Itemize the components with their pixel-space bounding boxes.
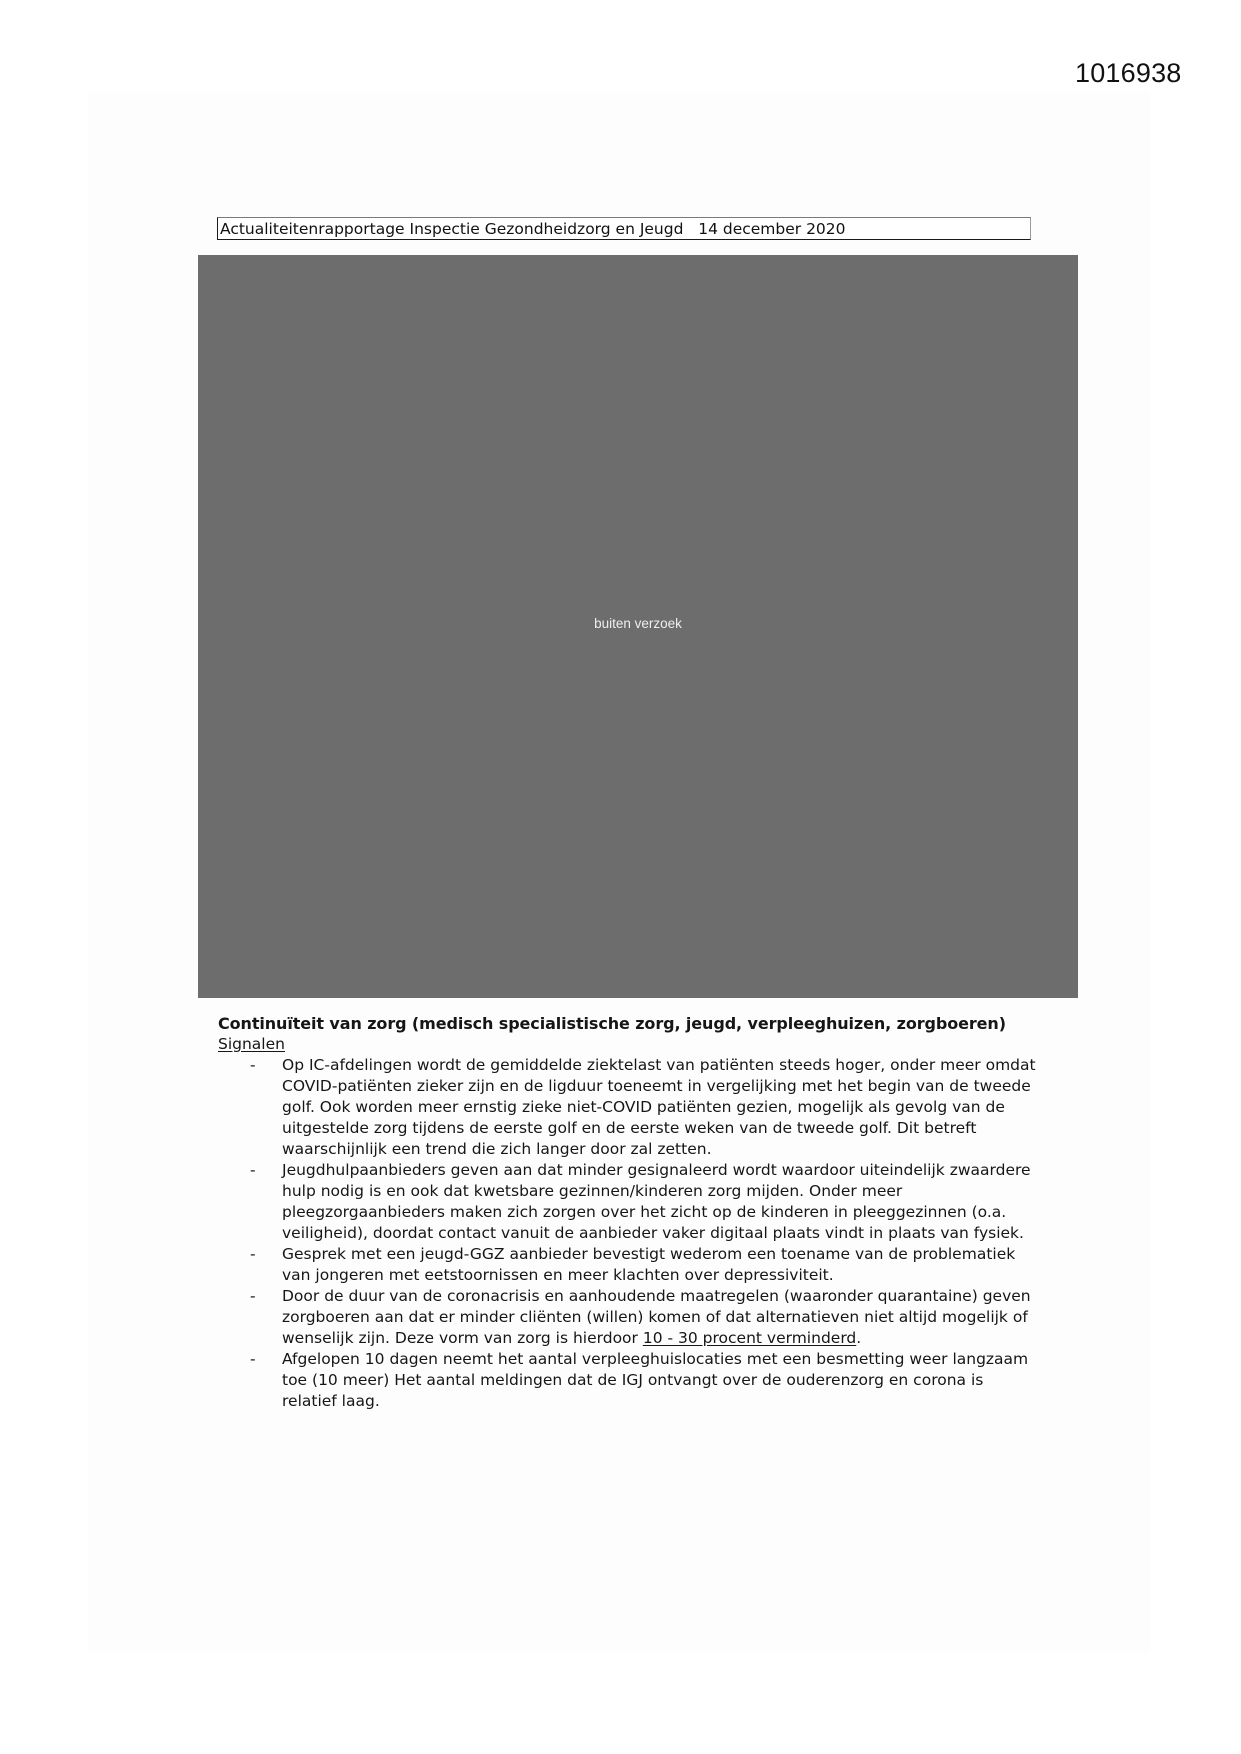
bullet-text: Jeugdhulpaanbieders geven aan dat minder gesignaleerd wordt waardoor uiteindelijk zwaardere hulp nodig is en ook dat kwetsbare gezinnen/kinderen zorg mijden. Onder meer pleegzorgaanbieders maken zich zorgen over het zicht op de kinderen in pleeggezinnen (o.a. veiligheid), doordat contact vanuit de aanbieder vaker digitaal plaats vindt in plaats van fysiek. — [282, 1161, 1031, 1242]
bullet-dash-icon: - — [250, 1245, 256, 1263]
redaction-block — [198, 255, 1078, 998]
redaction-label: buiten verzoek — [594, 616, 682, 631]
underlined-percentage: 10 - 30 procent verminderd — [642, 1329, 857, 1347]
bullet-text-before: Door de duur van de coronacrisis en aanhoudende maatregelen (waaronder quarantaine) geven zorgboeren aan dat er minder cliënten (willen) komen of dat alternatieven niet altijd mogelijk of wenselijk zijn. Deze vorm van zorg is hierdoor — [282, 1287, 1031, 1347]
report-header — [217, 217, 1031, 240]
section-title: Continuïteit van zorg (medisch specialistische zorg, jeugd, verpleeghuizen, zorgboeren) — [218, 1014, 1006, 1033]
bullet-text: Gesprek met een jeugd-GGZ aanbieder bevestigt wederom een toename van de problematiek van jongeren met eetstoornissen en meer klachten over depressiviteit. — [282, 1245, 1016, 1284]
list-item — [218, 1244, 1042, 1286]
list-item — [218, 1349, 1042, 1412]
bullet-dash-icon: - — [250, 1350, 256, 1368]
document-id: 1016938 — [1075, 58, 1182, 88]
bullet-text: Op IC-afdelingen wordt de gemiddelde ziektelast van patiënten steeds hoger, onder meer omdat COVID-patiënten zieker zijn en de ligduur toeneemt in vergelijking met het begin van de tweede golf. Ook worden meer ernstig zieke niet-COVID patiënten gezien, mogelijk als gevolg van de uitgestelde zorg tijdens de eerste golf en de eerste weken van de tweede golf. Dit betreft waarschijnlijk een trend die zich langer door zal zetten. — [282, 1056, 1036, 1158]
bullet-text: Afgelopen 10 dagen neemt het aantal verpleeghuislocaties met een besmetting weer langzaam toe (10 meer) Het aantal meldingen dat de IGJ ontvangt over de ouderenzorg en corona is relatief laag. — [282, 1350, 1029, 1410]
section-continuity-of-care — [218, 1013, 1048, 1412]
signals-list — [218, 1055, 1048, 1412]
list-item — [218, 1055, 1042, 1160]
bullet-dash-icon: - — [250, 1287, 256, 1305]
report-date: 14 december 2020 — [698, 220, 846, 238]
bullet-text-after: . — [856, 1329, 862, 1347]
list-item — [218, 1286, 1042, 1349]
bullet-dash-icon: - — [250, 1056, 256, 1074]
report-title: Actualiteitenrapportage Inspectie Gezondheidzorg en Jeugd — [220, 220, 684, 238]
bullet-dash-icon: - — [250, 1161, 256, 1179]
subheading-signalen: Signalen — [218, 1035, 285, 1053]
bullet-text — [282, 1287, 1031, 1347]
list-item — [218, 1160, 1042, 1244]
